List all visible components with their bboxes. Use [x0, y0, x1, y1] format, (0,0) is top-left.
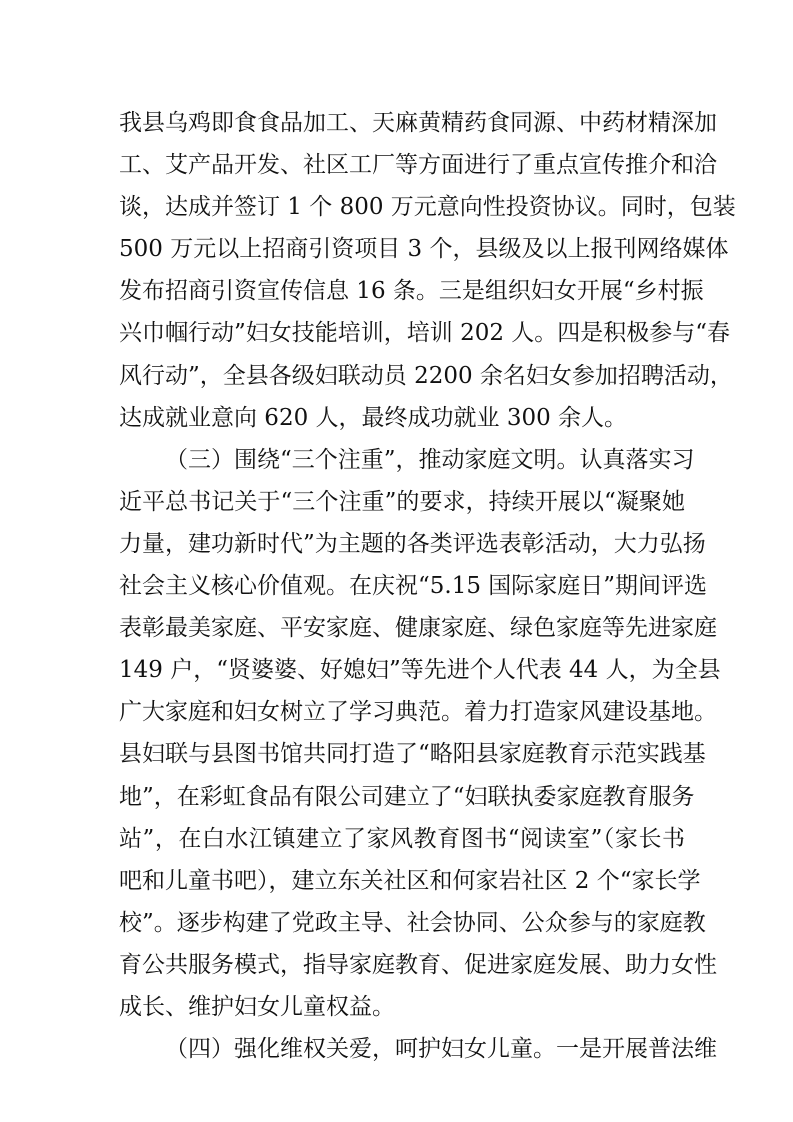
text-line: 吧和儿童书吧），建立东关社区和何家岩社区 2 个“家长学: [119, 867, 701, 894]
text-line: 兴巾帼行动”妇女技能培训，培训 202 人。四是积极参与“春: [119, 320, 731, 347]
text-line: 发布招商引资宣传信息 16 条。三是组织妇女开展“乡村振: [119, 278, 704, 305]
text-line: 达成就业意向 620 人，最终成功就业 300 余人。: [119, 404, 628, 431]
text-line: 500 万元以上招商引资项目 3 个，县级及以上报刊网络媒体: [119, 236, 729, 263]
text-line: 工、艾产品开发、社区工厂等方面进行了重点宣传推介和洽: [119, 152, 717, 179]
text-line: 我县乌鸡即食食品加工、天麻黄精药食同源、中药材精深加: [119, 110, 717, 136]
text-line: 校”。逐步构建了党政主导、社会协同、公众参与的家庭教: [119, 909, 706, 936]
text-line: 力量，建功新时代”为主题的各类评选表彰活动，大力弘扬: [119, 530, 706, 557]
text-line: 广大家庭和妇女树立了学习典范。着力打造家风建设基地。: [119, 699, 717, 726]
text-line: 149 户，“贤婆婆、好媳妇”等先进个人代表 44 人，为全县: [119, 657, 721, 684]
text-line: 育公共服务模式，指导家庭教育、促进家庭发展、助力女性: [119, 951, 717, 978]
text-line: 社会主义核心价值观。在庆祝“5.15 国际家庭日”期间评选: [119, 573, 708, 600]
text-line: 表彰最美家庭、平安家庭、健康家庭、绿色家庭等先进家庭: [119, 615, 717, 642]
text-line: 谈，达成并签订 1 个 800 万元意向性投资协议。同时，包装: [119, 194, 736, 221]
section-heading-line: （三）围绕“三个注重”，推动家庭文明。认真落实习: [165, 446, 695, 473]
text-line: 县妇联与县图书馆共同打造了“略阳县家庭教育示范实践基: [119, 741, 706, 768]
text-line: 风行动”，全县各级妇联动员 2200 余名妇女参加招聘活动，: [119, 362, 733, 389]
text-line: 地”，在彩虹食品有限公司建立了“妇联执委家庭教育服务: [119, 783, 695, 810]
body-text: [119, 102, 736, 1070]
text-line: 成长、维护妇女儿童权益。: [119, 993, 395, 1020]
text-line: 近平总书记关于“三个注重”的要求，持续开展以“凝聚她: [119, 488, 685, 515]
text-line: 站”，在白水江镇建立了家风教育图书“阅读室”（家长书: [119, 825, 685, 852]
section-heading-line: （四）强化维权关爱，呵护妇女儿童。一是开展普法维: [165, 1036, 717, 1063]
